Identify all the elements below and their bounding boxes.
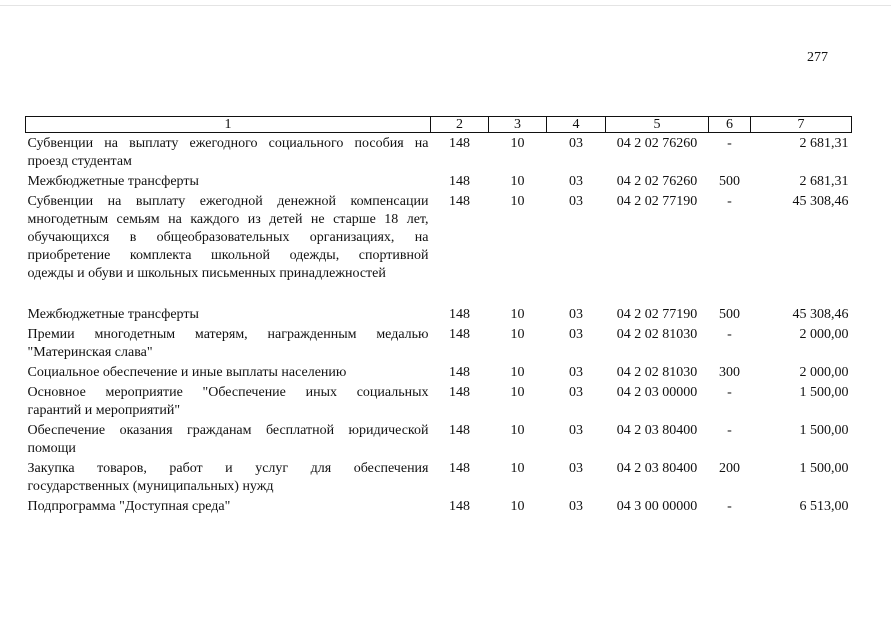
amount-cell: 1 500,00 [799, 423, 849, 438]
item-name-cell [26, 191, 431, 304]
column-number-header: 7 [751, 117, 852, 133]
table-row [26, 420, 852, 458]
subsection-code-cell: 03 [569, 307, 583, 322]
item-name-cell [26, 362, 431, 382]
target-article-cell: 04 2 03 80400 [616, 461, 698, 476]
amount-cell: 2 681,31 [799, 136, 849, 151]
table-row [26, 458, 852, 496]
table-row [26, 191, 852, 304]
target-article-cell: 04 2 02 76260 [616, 174, 698, 189]
item-name-line: Субвенции на выплату ежегодной денежной компенсации [27, 194, 429, 209]
subsection-code-cell: 03 [569, 174, 583, 189]
ministry-code-cell: 148 [449, 423, 470, 438]
subsection-code-cell: 03 [569, 461, 583, 476]
item-name-line: Подпрограмма "Доступная среда" [27, 499, 231, 514]
item-name-line: обучающихся в общеобразовательных организациях, на [27, 230, 429, 245]
section-code-cell: 10 [510, 194, 525, 209]
header-row [26, 117, 852, 133]
amount-cell: 45 308,46 [792, 307, 849, 322]
target-article-cell: 04 2 03 80400 [616, 423, 698, 438]
expense-type-cell: - [727, 499, 732, 514]
amount-cell: 1 500,00 [799, 385, 849, 400]
section-code-cell: 10 [510, 423, 525, 438]
column-number-header: 1 [26, 117, 431, 133]
item-name-line: Субвенции на выплату ежегодного социального пособия на [27, 136, 429, 151]
column-number-header: 2 [431, 117, 489, 133]
item-name-line: Межбюджетные трансферты [27, 174, 199, 189]
item-name-cell [26, 458, 431, 496]
target-article-cell: 04 2 02 81030 [616, 327, 698, 342]
table-row [26, 382, 852, 420]
target-article-cell: 04 3 00 00000 [616, 499, 698, 514]
target-article-cell: 04 2 02 76260 [616, 136, 698, 151]
item-name-cell [26, 496, 431, 516]
item-name-line: многодетным семьям на каждого из детей не старше 18 лет, [27, 212, 429, 227]
ministry-code-cell: 148 [449, 461, 470, 476]
table-row [26, 362, 852, 382]
section-code-cell: 10 [510, 174, 525, 189]
amount-cell: 45 308,46 [792, 194, 849, 209]
ministry-code-cell: 148 [449, 385, 470, 400]
item-name-line: Социальное обеспечение и иные выплаты населению [27, 365, 347, 380]
table-row [26, 171, 852, 191]
ministry-code-cell: 148 [449, 194, 470, 209]
expense-type-cell: 200 [719, 461, 740, 476]
item-name-line: Основное мероприятие "Обеспечение иных социальных [27, 385, 429, 400]
item-name-cell [26, 324, 431, 362]
item-name-line: Закупка товаров, работ и услуг для обеспечения [27, 461, 429, 476]
page-number: 277 [807, 50, 828, 65]
item-name-cell [26, 304, 431, 324]
subsection-code-cell: 03 [569, 499, 583, 514]
item-name-cell [26, 133, 431, 172]
subsection-code-cell: 03 [569, 423, 583, 438]
amount-cell: 6 513,00 [799, 499, 849, 514]
expense-type-cell: 500 [719, 174, 740, 189]
expense-type-cell: - [727, 327, 732, 342]
target-article-cell: 04 2 02 81030 [616, 365, 698, 380]
item-name-line: Межбюджетные трансферты [27, 307, 199, 322]
column-number-header: 3 [489, 117, 547, 133]
ministry-code-cell: 148 [449, 499, 470, 514]
table-row [26, 324, 852, 362]
section-code-cell: 10 [510, 365, 525, 380]
amount-cell: 2 681,31 [799, 174, 849, 189]
item-name-line: "Материнская слава" [27, 345, 153, 360]
subsection-code-cell: 03 [569, 194, 583, 209]
item-name-cell [26, 382, 431, 420]
amount-cell: 2 000,00 [799, 365, 849, 380]
ministry-code-cell: 148 [449, 174, 470, 189]
section-code-cell: 10 [510, 385, 525, 400]
amount-cell: 1 500,00 [799, 461, 849, 476]
table-row [26, 133, 852, 172]
item-name-line: одежды и обуви и школьных письменных принадлежностей [27, 266, 386, 281]
target-article-cell: 04 2 02 77190 [616, 307, 698, 322]
expense-type-cell: - [727, 385, 732, 400]
table-row [26, 496, 852, 516]
section-code-cell: 10 [510, 327, 525, 342]
subsection-code-cell: 03 [569, 385, 583, 400]
subsection-code-cell: 03 [569, 327, 583, 342]
expense-type-cell: 500 [719, 307, 740, 322]
column-number-header: 6 [709, 117, 751, 133]
budget-table [25, 116, 852, 516]
expense-type-cell: - [727, 423, 732, 438]
section-code-cell: 10 [510, 461, 525, 476]
expense-type-cell: - [727, 136, 732, 151]
section-code-cell: 10 [510, 307, 525, 322]
item-name-line: помощи [27, 441, 76, 456]
expense-type-cell: 300 [719, 365, 740, 380]
ministry-code-cell: 148 [449, 327, 470, 342]
section-code-cell: 10 [510, 499, 525, 514]
target-article-cell: 04 2 03 00000 [616, 385, 698, 400]
item-name-cell [26, 171, 431, 191]
item-name-line: Премии многодетным матерям, награжденным медалью [27, 327, 429, 342]
table-row [26, 304, 852, 324]
ministry-code-cell: 148 [449, 307, 470, 322]
item-name-line: государственных (муниципальных) нужд [27, 479, 274, 494]
amount-cell: 2 000,00 [799, 327, 849, 342]
scan-edge-line [0, 5, 891, 6]
ministry-code-cell: 148 [449, 136, 470, 151]
item-name-line: проезд студентам [27, 154, 132, 169]
item-name-cell [26, 420, 431, 458]
expense-type-cell: - [727, 194, 732, 209]
subsection-code-cell: 03 [569, 136, 583, 151]
column-number-header: 4 [547, 117, 606, 133]
item-name-line: Обеспечение оказания гражданам бесплатной юридической [27, 423, 429, 438]
ministry-code-cell: 148 [449, 365, 470, 380]
section-code-cell: 10 [510, 136, 525, 151]
item-name-line: гарантий и мероприятий" [27, 403, 181, 418]
target-article-cell: 04 2 02 77190 [616, 194, 698, 209]
column-number-header: 5 [606, 117, 709, 133]
subsection-code-cell: 03 [569, 365, 583, 380]
item-name-line: приобретение комплекта школьной одежды, спортивной [27, 248, 429, 263]
